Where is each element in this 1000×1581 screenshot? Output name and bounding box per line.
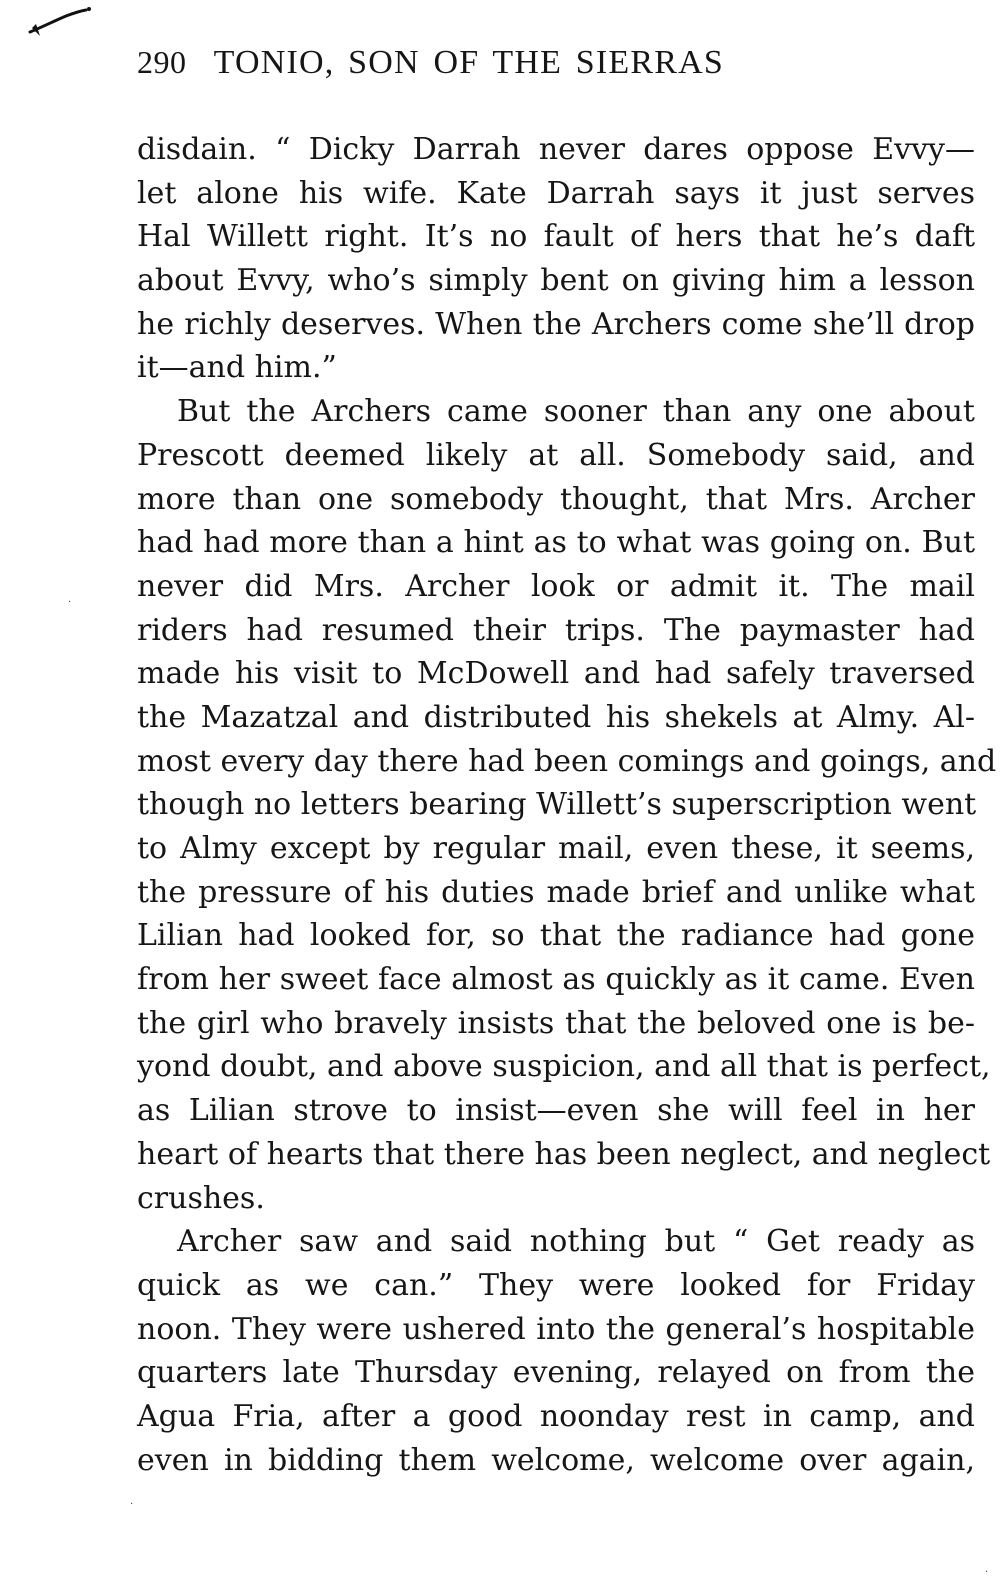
ink-mark-icon: [26, 2, 96, 42]
text-line: Prescott deemed likely at all. Somebody said, and: [137, 437, 975, 473]
text-line: it—and him.”: [137, 350, 337, 386]
running-title: TONIO, SON OF THE SIERRAS: [213, 44, 725, 81]
text-line: the pressure of his duties made brief and unlike what: [137, 874, 975, 910]
text-line: more than one somebody thought, that Mrs. Archer: [137, 481, 975, 517]
text-line: made his visit to McDowell and had safely traversed: [137, 656, 975, 692]
text-line: disdain. “ Dicky Darrah never dares oppose Evvy—: [137, 132, 975, 167]
text-line: never did Mrs. Archer look or admit it. The mail: [137, 568, 975, 604]
scan-speck: ·: [130, 1499, 134, 1510]
text-line: most every day there had been comings and goings, and: [137, 743, 997, 779]
text-line: as Lilian strove to insist—even she will feel in her: [137, 1093, 975, 1129]
text-line: crushes.: [137, 1180, 265, 1216]
body-text: [137, 128, 997, 1482]
scan-speck: ·: [985, 1567, 989, 1578]
text-line: Agua Fria, after a good noonday rest in camp, and: [137, 1398, 975, 1434]
text-line: though no letters bearing Willett’s superscription went: [137, 787, 977, 823]
paragraph-first-line: But the Archers came sooner than any one about: [177, 394, 975, 430]
text-line: from her sweet face almost as quickly as it came. Even: [137, 962, 975, 998]
text-line: quarters late Thursday evening, relayed on from the: [137, 1355, 975, 1391]
page-header: [137, 44, 897, 94]
text-line: about Evvy, who’s simply bent on giving him a lesson: [137, 263, 975, 299]
text-line: Lilian had looked for, so that the radiance had gone: [137, 918, 975, 954]
page-number: 290: [137, 44, 187, 80]
scan-speck: ·: [68, 597, 72, 608]
paragraph-first-line: Archer saw and said nothing but “ Get ready as: [177, 1224, 975, 1260]
text-line: even in bidding them welcome, welcome over again,: [137, 1442, 975, 1478]
text-line: heart of hearts that there has been neglect, and neglect: [137, 1136, 991, 1172]
text-line: quick as we can.” They were looked for Friday: [137, 1267, 975, 1303]
text-line: the girl who bravely insists that the beloved one is be-: [137, 1005, 975, 1041]
text-line: he richly deserves. When the Archers come she’ll drop: [137, 306, 975, 342]
text-line: noon. They were ushered into the general’s hospitable: [137, 1311, 975, 1347]
text-line: to Almy except by regular mail, even these, it seems,: [137, 831, 975, 866]
text-line: let alone his wife. Kate Darrah says it just serves: [137, 175, 975, 211]
text-line: had had more than a hint as to what was going on. But: [137, 525, 975, 561]
text-line: riders had resumed their trips. The paymaster had: [137, 612, 975, 648]
text-line: yond doubt, and above suspicion, and all that is perfect,: [137, 1049, 991, 1085]
text-line: Hal Willett right. It’s no fault of hers that he’s daft: [137, 219, 975, 255]
text-line: the Mazatzal and distributed his shekels at Almy. Al-: [137, 699, 975, 735]
